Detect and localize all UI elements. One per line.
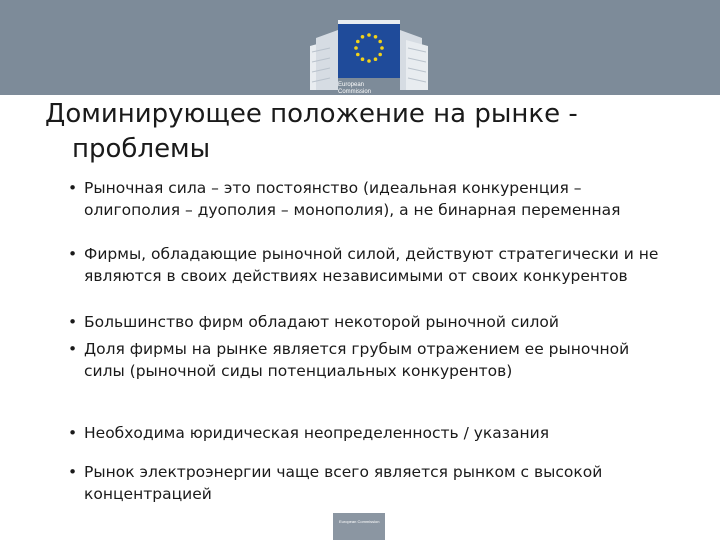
logo-caption-line1: European [338,82,365,88]
footer-logo-label: European Commission [339,519,380,524]
bullet-marker: • [68,424,78,442]
slide-title-line1: Доминирующее положение на рынке - [45,99,578,129]
eu-flag [338,24,400,78]
slide-title [45,97,685,167]
bullet-item [68,338,674,382]
bullet-marker: • [68,179,78,197]
bullet-text: Рынок электроэнергии чаще всего является рынком с высокой концентрацией [84,463,603,503]
bullet-text: Необходима юридическая неопределенность / указания [84,424,550,442]
bullet-text: Фирмы, обладающие рыночной силой, действуют стратегически и не являются в своих действиях независимыми от своих конкурентов [84,245,659,285]
bullet-item [68,461,674,505]
bullet-marker: • [68,245,78,263]
footer-logo [333,513,385,540]
logo-caption-line2: Commission [338,89,372,95]
bullet-marker: • [68,313,78,331]
slide-title-line2: проблемы [72,134,211,164]
bullet-text: Рыночная сила – это постоянство (идеальная конкуренция – олигополия – дуополия – монополия), а не бинарная переменная [84,179,621,219]
bullet-marker: • [68,463,78,481]
bullet-marker: • [68,340,78,358]
logo-caption [338,82,398,96]
bullet-item [68,422,674,444]
bullet-text: Доля фирмы на рынке является грубым отражением ее рыночной силы (рыночной сиды потенциальных конкурентов) [84,340,630,380]
bullet-item [68,311,674,333]
bullet-item [68,243,674,287]
bullet-item [68,177,674,221]
bullet-text: Большинство фирм обладают некоторой рыночной силой [84,313,559,331]
